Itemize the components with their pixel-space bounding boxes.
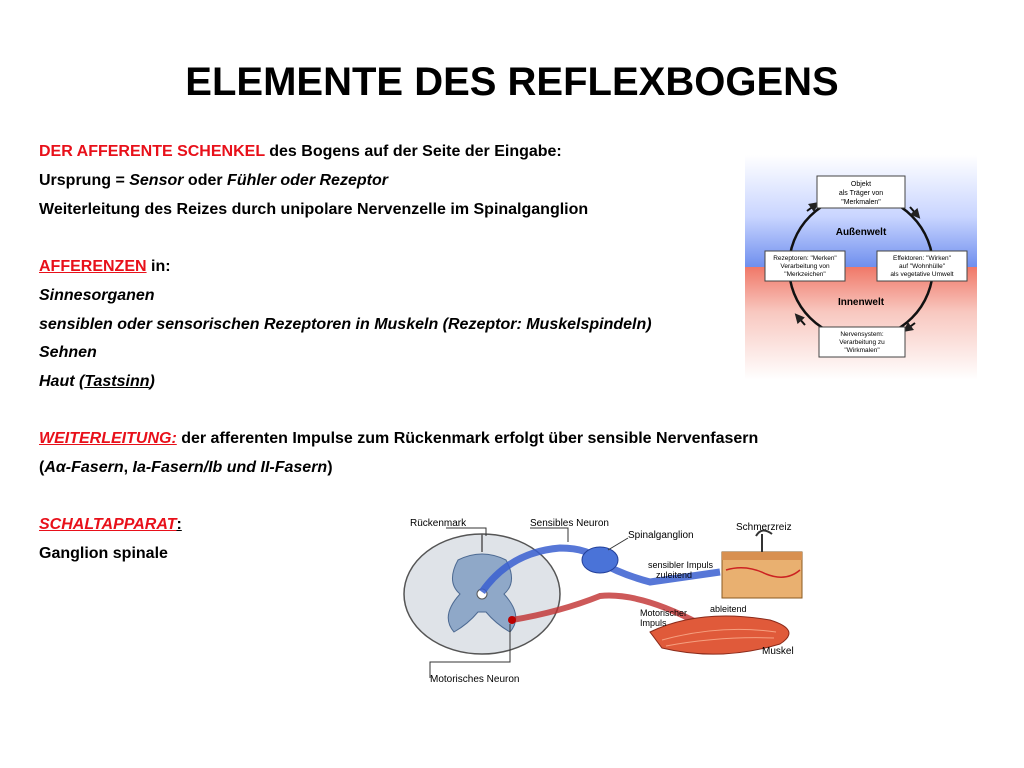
page-title: ELEMENTE DES REFLEXBOGENS	[185, 60, 839, 104]
label-ganglion: Spinalganglion	[628, 530, 694, 541]
afferent-line	[39, 143, 562, 161]
nervous-system-box	[819, 327, 905, 357]
relay-line: Weiterleitung des Reizes durch unipolare Nervenzelle im Spinalganglion	[39, 201, 589, 218]
label-motor-impulse-2: Impuls	[640, 618, 667, 628]
switching-text: Ganglion spinale	[39, 545, 168, 562]
svg-text:als vegetative Umwelt: als vegetative Umwelt	[890, 271, 954, 278]
svg-text:Objekt: Objekt	[850, 181, 872, 188]
inner-world-area	[745, 267, 977, 380]
origin-sensor: Sensor	[129, 172, 184, 189]
origin-or: oder	[183, 172, 228, 189]
switching-heading: SCHALTAPPARAT	[39, 516, 177, 533]
outer-world-area	[745, 155, 977, 267]
svg-text:Effektoren: "Wirken": Effektoren: "Wirken"	[893, 255, 951, 262]
afferences-line	[39, 258, 171, 276]
afferences-item-text: Sehnen	[39, 344, 97, 361]
receptor-box	[765, 251, 845, 281]
skin-block	[722, 530, 802, 598]
label-sensory-neuron: Sensibles Neuron	[530, 518, 609, 529]
label-muscle: Muskel	[762, 646, 794, 657]
afferences-item-text: sensiblen oder sensorischen Rezeptoren in Muskeln (Rezeptor: Muskelspindeln)	[39, 316, 652, 333]
origin-text: Ursprung =	[39, 172, 130, 189]
label-sensory-impulse: sensibler Impuls	[648, 560, 714, 570]
afferences-item	[39, 287, 155, 305]
transmission-heading: WEITERLEITUNG:	[39, 430, 177, 447]
afferences-item-skin	[39, 373, 155, 391]
switching-colon: :	[176, 516, 182, 533]
afferences-item-text: Sinnesorganen	[39, 287, 155, 304]
svg-text:auf "Wohnhülle": auf "Wohnhülle"	[898, 263, 946, 270]
skin-text: Haut (	[39, 373, 85, 390]
transmission-text: der afferenten Impulse zum Rückenmark erfolgt über sensible Nervenfasern	[176, 430, 759, 447]
origin-line	[39, 172, 388, 190]
origin-receptor: Fühler oder Rezeptor	[227, 172, 388, 189]
spinal-ganglion	[582, 547, 618, 573]
svg-text:Verarbeitung zu: Verarbeitung zu	[839, 339, 885, 346]
switching-line	[39, 516, 182, 534]
inner-world-label: Innenwelt	[837, 297, 885, 308]
transmission-line	[39, 430, 758, 448]
svg-text:Nervensystem:: Nervensystem:	[840, 331, 884, 338]
label-afferent: zuleitend	[656, 570, 693, 580]
fibers-comma: ,	[123, 459, 133, 476]
svg-text:Rezeptoren: "Merken": Rezeptoren: "Merken"	[773, 255, 837, 262]
label-pain: Schmerzreiz	[736, 522, 792, 533]
svg-text:"Merkmalen": "Merkmalen"	[841, 199, 881, 206]
fibers-line	[39, 459, 333, 477]
afferences-heading-rest: in:	[146, 258, 171, 275]
label-motor-neuron: Motorisches Neuron	[430, 674, 520, 685]
afferent-heading: DER AFFERENTE SCHENKEL	[39, 143, 265, 160]
touch-sense-link[interactable]: Tastsinn	[84, 373, 150, 390]
function-circle-diagram	[745, 155, 977, 380]
label-spinal-cord: Rückenmark	[410, 518, 467, 529]
svg-text:"Merkzeichen": "Merkzeichen"	[784, 271, 826, 278]
fibers-open: (	[39, 459, 45, 476]
fibers-close: )	[327, 459, 333, 476]
object-box	[817, 176, 905, 208]
afferences-item	[39, 344, 97, 362]
label-efferent: ableitend	[710, 604, 747, 614]
afferent-heading-rest: des Bogens auf der Seite der Eingabe:	[264, 143, 562, 160]
fibers-alpha: Aα-Fasern	[44, 459, 124, 476]
svg-text:"Wirkmalen": "Wirkmalen"	[844, 347, 880, 354]
afferences-heading: AFFERENZEN	[39, 258, 147, 275]
fibers-ia: Ia-Fasern/Ib und II-Fasern	[132, 459, 328, 476]
reflex-arc-diagram	[400, 512, 812, 690]
afferences-item	[39, 316, 652, 334]
skin-close: )	[149, 373, 155, 390]
label-motor-impulse: Motorischer	[640, 608, 688, 618]
svg-text:Verarbeitung von: Verarbeitung von	[780, 263, 830, 270]
outer-world-label: Außenwelt	[835, 227, 887, 238]
svg-text:als Träger von: als Träger von	[838, 190, 884, 197]
effector-box	[877, 251, 967, 281]
